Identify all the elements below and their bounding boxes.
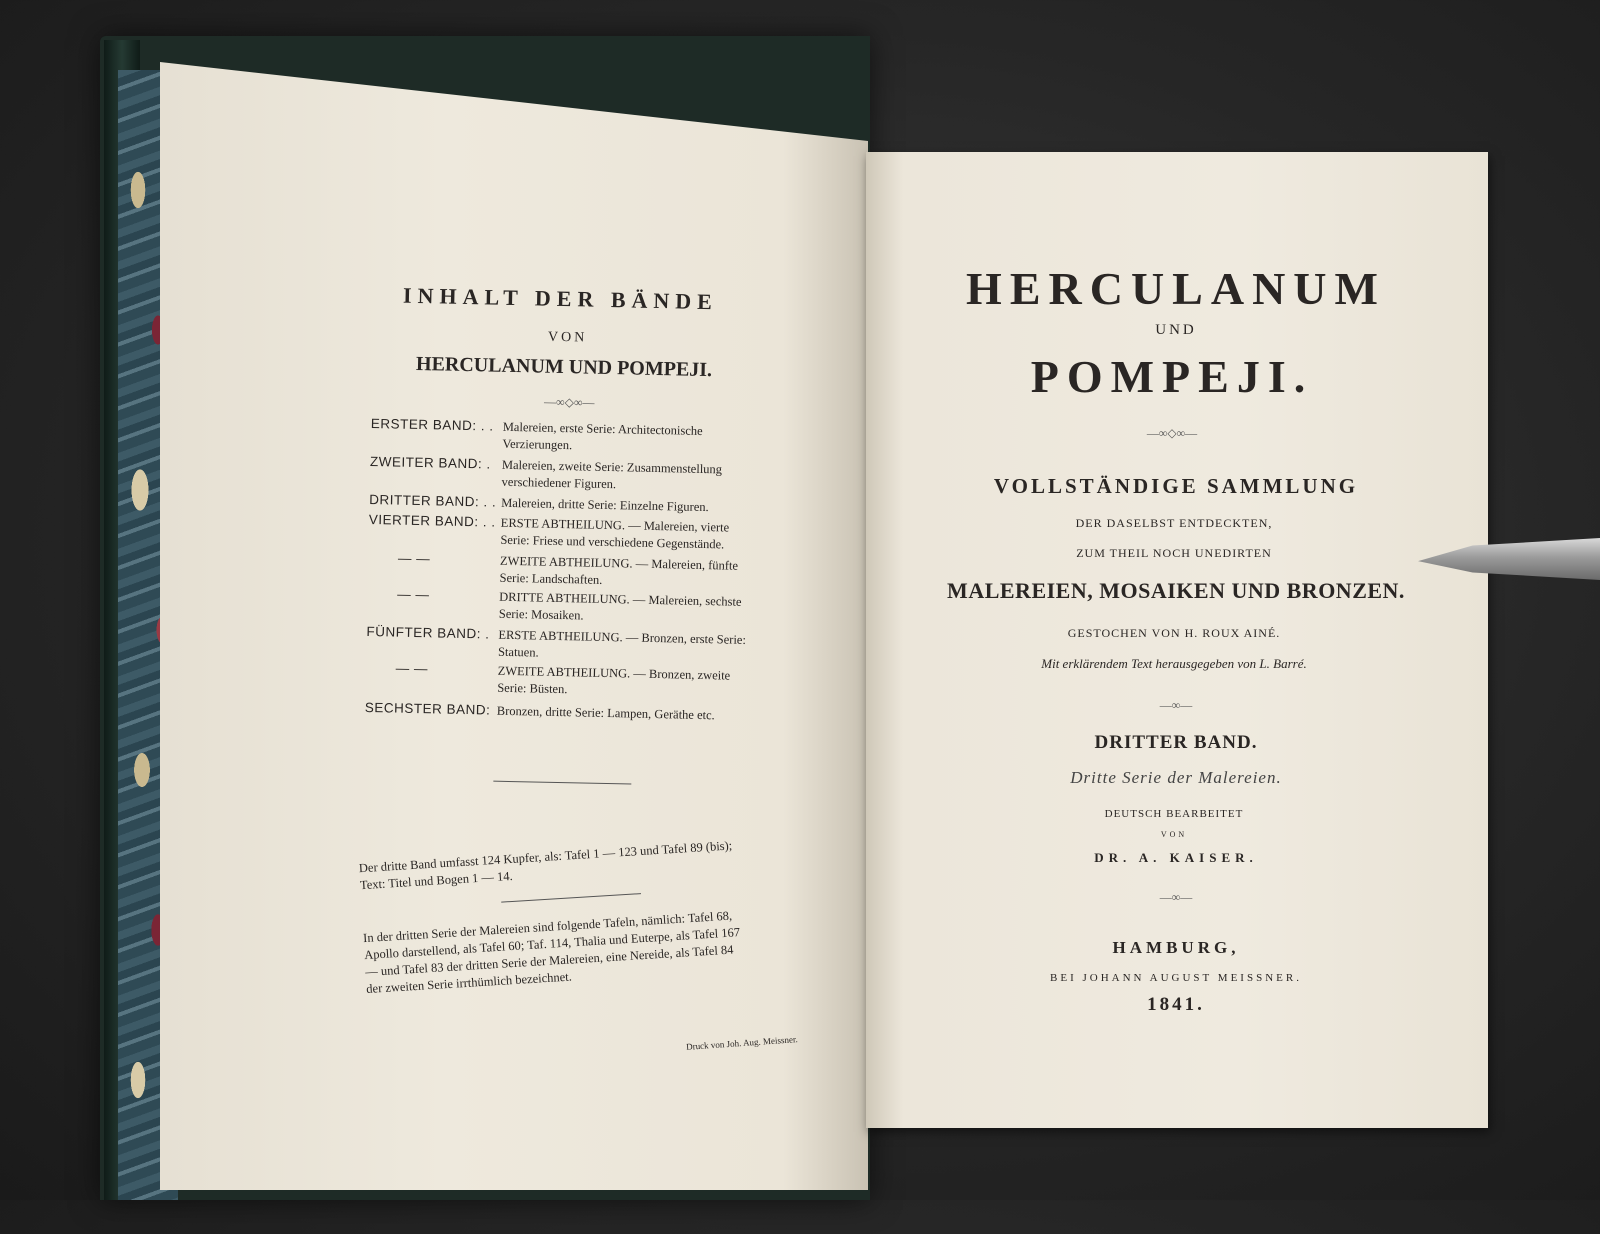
entry-band-9: SECHSTER BAND:	[364, 699, 491, 718]
series-label: Dritte Serie der Malereien.	[1070, 768, 1282, 787]
title-herculanum: HERCULANUM	[966, 263, 1386, 314]
title-pompeji: POMPEJI.	[1030, 351, 1314, 402]
entry-band-1: ERSTER BAND: . .	[370, 416, 494, 434]
subject-line: MALEREIEN, MOSAIKEN UND BRONZEN.	[947, 578, 1405, 603]
editor-line: Mit erklärendem Text herausgegeben von L. Barré.	[1041, 656, 1307, 671]
publication-year: 1841.	[1147, 994, 1205, 1015]
contents-ornament: —∞◇∞—	[543, 394, 595, 410]
note-plates: Der dritte Band umfasst 124 Kupfer, als: Tafel 1 — 123 und Tafel 89 (bis); Text: Titel und Bogen 1 — 14.	[358, 838, 733, 893]
entry-band-6: — —	[397, 586, 430, 603]
entry-band-8: — —	[395, 660, 429, 677]
translated-line: DEUTSCH BEARBEITET	[1104, 808, 1244, 820]
divider-rule-2	[501, 893, 641, 903]
entry-text-1: Malereien, erste Serie: Architectonische Verzierungen.	[502, 419, 703, 453]
engraver-line: GESTOCHEN VON H. ROUX AINÉ.	[1067, 626, 1281, 640]
publisher-city: HAMBURG,	[1112, 938, 1240, 957]
ornament-3: —∞—	[1159, 890, 1193, 904]
entry-text-4: ERSTE ABTHEILUNG. — Malereien, vierte Serie: Friese und verschiedene Gegenstände.	[500, 515, 730, 552]
entry-band-2: ZWEITER BAND: .	[369, 454, 491, 472]
entry-text-7: ERSTE ABTHEILUNG. — Bronzen, erste Serie: Statuen.	[497, 627, 747, 660]
entry-text-8: ZWEITE ABTHEILUNG. — Bronzen, zweite Serie: Büsten.	[497, 663, 731, 697]
contents-heading: INHALT DER BÄNDE	[402, 282, 719, 315]
line-unedited: ZUM THEIL NOCH UNEDIRTEN	[1076, 546, 1272, 560]
entry-band-5: — —	[397, 550, 431, 567]
publisher-name: BEI JOHANN AUGUST MEISSNER.	[1050, 972, 1302, 984]
translator-line: DR. A. KAISER.	[1094, 850, 1258, 865]
entry-text-6: DRITTE ABTHEILUNG. — Malereien, sechste Serie: Mosaiken.	[498, 589, 742, 623]
note-errata: In der dritten Serie der Malereien sind folgende Tafeln, nämlich: Tafel 68, Apollo darstellend, als Tafel 60; Taf. 114, Thalia und Euterpe, als Tafel 167 — und Tafel 83 der dritten Serie der Malereien, eine Nereide, als Tafel 84 der zweiten Serie irrthümlich bezeichnet.	[362, 908, 741, 997]
entry-band-7: FÜNFTER BAND: .	[366, 623, 490, 642]
title-und: UND	[1155, 322, 1197, 338]
collection-title: VOLLSTÄNDIGE SAMMLUNG	[993, 474, 1359, 498]
entry-text-5: ZWEITE ABTHEILUNG. — Malereien, fünfte Serie: Landschaften.	[499, 553, 739, 587]
entry-band-4: VIERTER BAND: . .	[368, 511, 496, 530]
contents-subtitle: HERCULANUM UND POMPEJI.	[415, 352, 713, 382]
contents-von: VON	[547, 329, 588, 346]
title-ornament: —∞◇∞—	[1146, 426, 1198, 440]
entry-text-9: Bronzen, dritte Serie: Lampen, Geräthe etc.	[496, 703, 715, 723]
entry-text-2: Malereien, zweite Serie: Zusammenstellung verschiedener Figuren.	[501, 457, 723, 492]
translated-von: VON	[1160, 830, 1188, 839]
entry-band-3: DRITTER BAND: . .	[369, 491, 497, 510]
entry-text-3: Malereien, dritte Serie: Einzelne Figuren.	[501, 495, 709, 515]
volume-label: DRITTER BAND.	[1094, 732, 1258, 753]
printer-imprint: Druck von Joh. Aug. Meissner.	[685, 1034, 798, 1052]
ornament-2: —∞—	[1159, 698, 1193, 712]
line-discovered: DER DASELBST ENTDECKTEN,	[1075, 516, 1273, 530]
